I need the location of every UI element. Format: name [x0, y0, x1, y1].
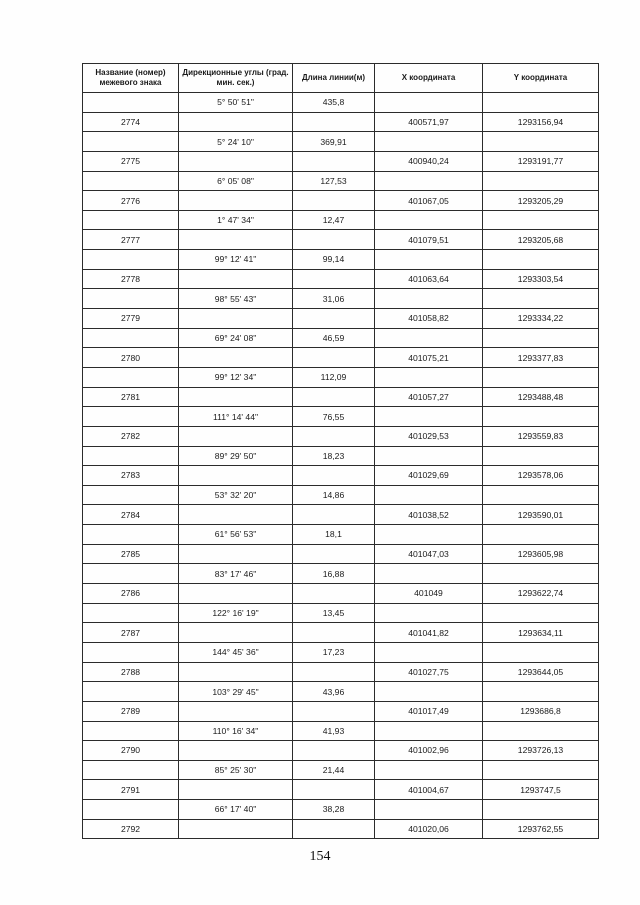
x-coordinate-cell: 401029,53 — [375, 426, 483, 446]
y-coordinate-cell: 1293578,06 — [483, 466, 599, 486]
marker-name-cell: 2775 — [83, 151, 179, 171]
direction-angle-cell: 98° 55' 43" — [179, 289, 293, 309]
x-coordinate-cell: 401079,51 — [375, 230, 483, 250]
direction-angle-cell — [179, 505, 293, 525]
table-row — [83, 269, 599, 289]
table-row — [83, 819, 599, 839]
marker-name-cell — [83, 603, 179, 623]
x-coordinate-cell: 401063,64 — [375, 269, 483, 289]
line-length-cell — [293, 505, 375, 525]
marker-name-cell: 2789 — [83, 701, 179, 721]
direction-angle-cell — [179, 623, 293, 643]
marker-name-cell — [83, 485, 179, 505]
marker-name-cell — [83, 682, 179, 702]
line-length-cell — [293, 623, 375, 643]
table-row — [83, 132, 599, 152]
y-coordinate-cell — [483, 642, 599, 662]
line-length-cell: 46,59 — [293, 328, 375, 348]
marker-name-cell: 2787 — [83, 623, 179, 643]
y-coordinate-cell — [483, 721, 599, 741]
y-coordinate-cell: 1293590,01 — [483, 505, 599, 525]
line-length-cell — [293, 662, 375, 682]
line-length-cell — [293, 269, 375, 289]
y-coordinate-cell: 1293303,54 — [483, 269, 599, 289]
y-coordinate-cell — [483, 289, 599, 309]
line-length-cell — [293, 191, 375, 211]
line-length-cell — [293, 466, 375, 486]
x-coordinate-cell — [375, 682, 483, 702]
table-row — [83, 505, 599, 525]
table-row — [83, 230, 599, 250]
direction-angle-cell: 5° 24' 10" — [179, 132, 293, 152]
marker-name-cell — [83, 564, 179, 584]
y-coordinate-cell — [483, 132, 599, 152]
line-length-cell: 76,55 — [293, 407, 375, 427]
marker-name-cell: 2791 — [83, 780, 179, 800]
y-coordinate-cell — [483, 760, 599, 780]
direction-angle-cell — [179, 701, 293, 721]
line-length-cell: 435,8 — [293, 93, 375, 113]
table-row — [83, 466, 599, 486]
x-coordinate-cell: 401038,52 — [375, 505, 483, 525]
direction-angle-cell — [179, 544, 293, 564]
y-coordinate-cell — [483, 525, 599, 545]
x-coordinate-cell — [375, 446, 483, 466]
marker-name-cell — [83, 800, 179, 820]
marker-name-cell: 2779 — [83, 309, 179, 329]
x-coordinate-cell: 401020,06 — [375, 819, 483, 839]
x-coordinate-cell: 401004,67 — [375, 780, 483, 800]
direction-angle-cell — [179, 230, 293, 250]
table-row — [83, 93, 599, 113]
direction-angle-cell: 99° 12' 34" — [179, 367, 293, 387]
y-coordinate-cell: 1293559,83 — [483, 426, 599, 446]
y-coordinate-cell — [483, 446, 599, 466]
marker-name-cell — [83, 367, 179, 387]
marker-name-cell: 2790 — [83, 741, 179, 761]
x-coordinate-cell — [375, 132, 483, 152]
direction-angle-cell: 89° 29' 50" — [179, 446, 293, 466]
table-row — [83, 603, 599, 623]
direction-angle-cell — [179, 584, 293, 604]
x-coordinate-cell — [375, 210, 483, 230]
line-length-cell: 127,53 — [293, 171, 375, 191]
line-length-cell — [293, 387, 375, 407]
x-coordinate-cell — [375, 328, 483, 348]
y-coordinate-cell — [483, 800, 599, 820]
y-coordinate-cell — [483, 328, 599, 348]
line-length-cell — [293, 584, 375, 604]
table-row — [83, 721, 599, 741]
header-marker-name: Название (номер) межевого знака — [83, 64, 179, 93]
marker-name-cell — [83, 721, 179, 741]
marker-name-cell: 2776 — [83, 191, 179, 211]
y-coordinate-cell — [483, 407, 599, 427]
direction-angle-cell — [179, 309, 293, 329]
table-row — [83, 348, 599, 368]
marker-name-cell: 2784 — [83, 505, 179, 525]
line-length-cell: 43,96 — [293, 682, 375, 702]
direction-angle-cell: 66° 17' 40" — [179, 800, 293, 820]
line-length-cell — [293, 741, 375, 761]
y-coordinate-cell: 1293644,05 — [483, 662, 599, 682]
x-coordinate-cell — [375, 564, 483, 584]
marker-name-cell — [83, 132, 179, 152]
table-row — [83, 741, 599, 761]
marker-name-cell — [83, 93, 179, 113]
table-row — [83, 760, 599, 780]
direction-angle-cell: 111° 14' 44" — [179, 407, 293, 427]
y-coordinate-cell: 1293156,94 — [483, 112, 599, 132]
marker-name-cell: 2788 — [83, 662, 179, 682]
y-coordinate-cell: 1293205,29 — [483, 191, 599, 211]
direction-angle-cell: 144° 45' 36" — [179, 642, 293, 662]
table-row — [83, 682, 599, 702]
y-coordinate-cell: 1293605,98 — [483, 544, 599, 564]
marker-name-cell: 2778 — [83, 269, 179, 289]
table-row — [83, 309, 599, 329]
x-coordinate-cell — [375, 525, 483, 545]
x-coordinate-cell: 401027,75 — [375, 662, 483, 682]
x-coordinate-cell — [375, 642, 483, 662]
y-coordinate-cell: 1293622,74 — [483, 584, 599, 604]
x-coordinate-cell: 400940,24 — [375, 151, 483, 171]
x-coordinate-cell: 401057,27 — [375, 387, 483, 407]
marker-name-cell — [83, 446, 179, 466]
table-row — [83, 544, 599, 564]
marker-name-cell — [83, 171, 179, 191]
direction-angle-cell: 83° 17' 46" — [179, 564, 293, 584]
table-header-row — [83, 64, 599, 93]
x-coordinate-cell: 401067,05 — [375, 191, 483, 211]
x-coordinate-cell — [375, 603, 483, 623]
direction-angle-cell — [179, 466, 293, 486]
y-coordinate-cell — [483, 682, 599, 702]
line-length-cell: 16,88 — [293, 564, 375, 584]
direction-angle-cell — [179, 112, 293, 132]
marker-name-cell: 2780 — [83, 348, 179, 368]
direction-angle-cell: 99° 12' 41" — [179, 250, 293, 270]
table-row — [83, 623, 599, 643]
x-coordinate-cell — [375, 760, 483, 780]
line-length-cell — [293, 701, 375, 721]
x-coordinate-cell: 401002,96 — [375, 741, 483, 761]
direction-angle-cell: 69° 24' 08" — [179, 328, 293, 348]
table-row — [83, 151, 599, 171]
table-row — [83, 780, 599, 800]
table-row — [83, 210, 599, 230]
line-length-cell: 38,28 — [293, 800, 375, 820]
line-length-cell: 12,47 — [293, 210, 375, 230]
page-number: 154 — [309, 849, 331, 864]
marker-name-cell — [83, 642, 179, 662]
direction-angle-cell — [179, 780, 293, 800]
direction-angle-cell: 110° 16' 34" — [179, 721, 293, 741]
direction-angle-cell — [179, 662, 293, 682]
x-coordinate-cell: 401049 — [375, 584, 483, 604]
x-coordinate-cell: 401041,82 — [375, 623, 483, 643]
table-row — [83, 525, 599, 545]
table-row — [83, 250, 599, 270]
direction-angle-cell — [179, 269, 293, 289]
line-length-cell: 13,45 — [293, 603, 375, 623]
marker-name-cell: 2782 — [83, 426, 179, 446]
line-length-cell: 99,14 — [293, 250, 375, 270]
line-length-cell: 17,23 — [293, 642, 375, 662]
table-row — [83, 701, 599, 721]
direction-angle-cell: 5° 50' 51" — [179, 93, 293, 113]
direction-angle-cell — [179, 151, 293, 171]
line-length-cell: 31,06 — [293, 289, 375, 309]
x-coordinate-cell — [375, 407, 483, 427]
y-coordinate-cell: 1293377,83 — [483, 348, 599, 368]
table-row — [83, 328, 599, 348]
direction-angle-cell: 61° 56' 53" — [179, 525, 293, 545]
line-length-cell: 14,86 — [293, 485, 375, 505]
line-length-cell — [293, 112, 375, 132]
table-row — [83, 387, 599, 407]
line-length-cell — [293, 544, 375, 564]
table-row — [83, 446, 599, 466]
table-row — [83, 426, 599, 446]
table-body — [83, 93, 599, 839]
boundary-coordinates-table — [82, 63, 599, 839]
line-length-cell: 41,93 — [293, 721, 375, 741]
y-coordinate-cell — [483, 603, 599, 623]
table-row — [83, 289, 599, 309]
y-coordinate-cell — [483, 93, 599, 113]
direction-angle-cell — [179, 191, 293, 211]
x-coordinate-cell — [375, 800, 483, 820]
line-length-cell: 112,09 — [293, 367, 375, 387]
x-coordinate-cell: 401047,03 — [375, 544, 483, 564]
y-coordinate-cell — [483, 171, 599, 191]
marker-name-cell — [83, 407, 179, 427]
x-coordinate-cell: 401017,49 — [375, 701, 483, 721]
y-coordinate-cell: 1293205,68 — [483, 230, 599, 250]
direction-angle-cell — [179, 819, 293, 839]
table-row — [83, 112, 599, 132]
y-coordinate-cell: 1293191,77 — [483, 151, 599, 171]
y-coordinate-cell: 1293686,8 — [483, 701, 599, 721]
y-coordinate-cell — [483, 367, 599, 387]
direction-angle-cell: 103° 29' 45" — [179, 682, 293, 702]
table-row — [83, 584, 599, 604]
direction-angle-cell: 6° 05' 08" — [179, 171, 293, 191]
line-length-cell — [293, 309, 375, 329]
table-row — [83, 407, 599, 427]
x-coordinate-cell — [375, 93, 483, 113]
marker-name-cell: 2777 — [83, 230, 179, 250]
y-coordinate-cell — [483, 250, 599, 270]
table-row — [83, 642, 599, 662]
line-length-cell — [293, 819, 375, 839]
x-coordinate-cell — [375, 250, 483, 270]
line-length-cell — [293, 780, 375, 800]
header-y-coordinate: Y координата — [483, 64, 599, 93]
x-coordinate-cell — [375, 367, 483, 387]
marker-name-cell — [83, 250, 179, 270]
marker-name-cell — [83, 328, 179, 348]
marker-name-cell: 2774 — [83, 112, 179, 132]
x-coordinate-cell: 400571,97 — [375, 112, 483, 132]
x-coordinate-cell — [375, 289, 483, 309]
line-length-cell — [293, 230, 375, 250]
x-coordinate-cell — [375, 721, 483, 741]
line-length-cell: 21,44 — [293, 760, 375, 780]
marker-name-cell — [83, 210, 179, 230]
line-length-cell — [293, 426, 375, 446]
direction-angle-cell: 1° 47' 34" — [179, 210, 293, 230]
direction-angle-cell: 122° 16' 19" — [179, 603, 293, 623]
y-coordinate-cell — [483, 210, 599, 230]
y-coordinate-cell: 1293762,55 — [483, 819, 599, 839]
table-row — [83, 191, 599, 211]
direction-angle-cell — [179, 348, 293, 368]
marker-name-cell: 2785 — [83, 544, 179, 564]
y-coordinate-cell: 1293747,5 — [483, 780, 599, 800]
x-coordinate-cell — [375, 171, 483, 191]
x-coordinate-cell: 401075,21 — [375, 348, 483, 368]
y-coordinate-cell: 1293726,13 — [483, 741, 599, 761]
direction-angle-cell — [179, 387, 293, 407]
line-length-cell: 18,1 — [293, 525, 375, 545]
line-length-cell: 369,91 — [293, 132, 375, 152]
y-coordinate-cell: 1293334,22 — [483, 309, 599, 329]
y-coordinate-cell: 1293488,48 — [483, 387, 599, 407]
x-coordinate-cell: 401029,69 — [375, 466, 483, 486]
line-length-cell — [293, 151, 375, 171]
x-coordinate-cell — [375, 485, 483, 505]
line-length-cell — [293, 348, 375, 368]
marker-name-cell: 2792 — [83, 819, 179, 839]
marker-name-cell: 2781 — [83, 387, 179, 407]
marker-name-cell: 2786 — [83, 584, 179, 604]
marker-name-cell: 2783 — [83, 466, 179, 486]
table-row — [83, 367, 599, 387]
direction-angle-cell — [179, 426, 293, 446]
header-direction-angle: Дирекционные углы (град. мин. сек.) — [179, 64, 293, 93]
x-coordinate-cell: 401058,82 — [375, 309, 483, 329]
table-row — [83, 171, 599, 191]
header-x-coordinate: X координата — [375, 64, 483, 93]
header-line-length: Длина линии(м) — [293, 64, 375, 93]
y-coordinate-cell: 1293634,11 — [483, 623, 599, 643]
y-coordinate-cell — [483, 485, 599, 505]
direction-angle-cell: 53° 32' 20" — [179, 485, 293, 505]
y-coordinate-cell — [483, 564, 599, 584]
table-row — [83, 485, 599, 505]
line-length-cell: 18,23 — [293, 446, 375, 466]
table-row — [83, 564, 599, 584]
marker-name-cell — [83, 760, 179, 780]
direction-angle-cell — [179, 741, 293, 761]
table-row — [83, 662, 599, 682]
marker-name-cell — [83, 289, 179, 309]
table-row — [83, 800, 599, 820]
marker-name-cell — [83, 525, 179, 545]
direction-angle-cell: 85° 25' 30" — [179, 760, 293, 780]
